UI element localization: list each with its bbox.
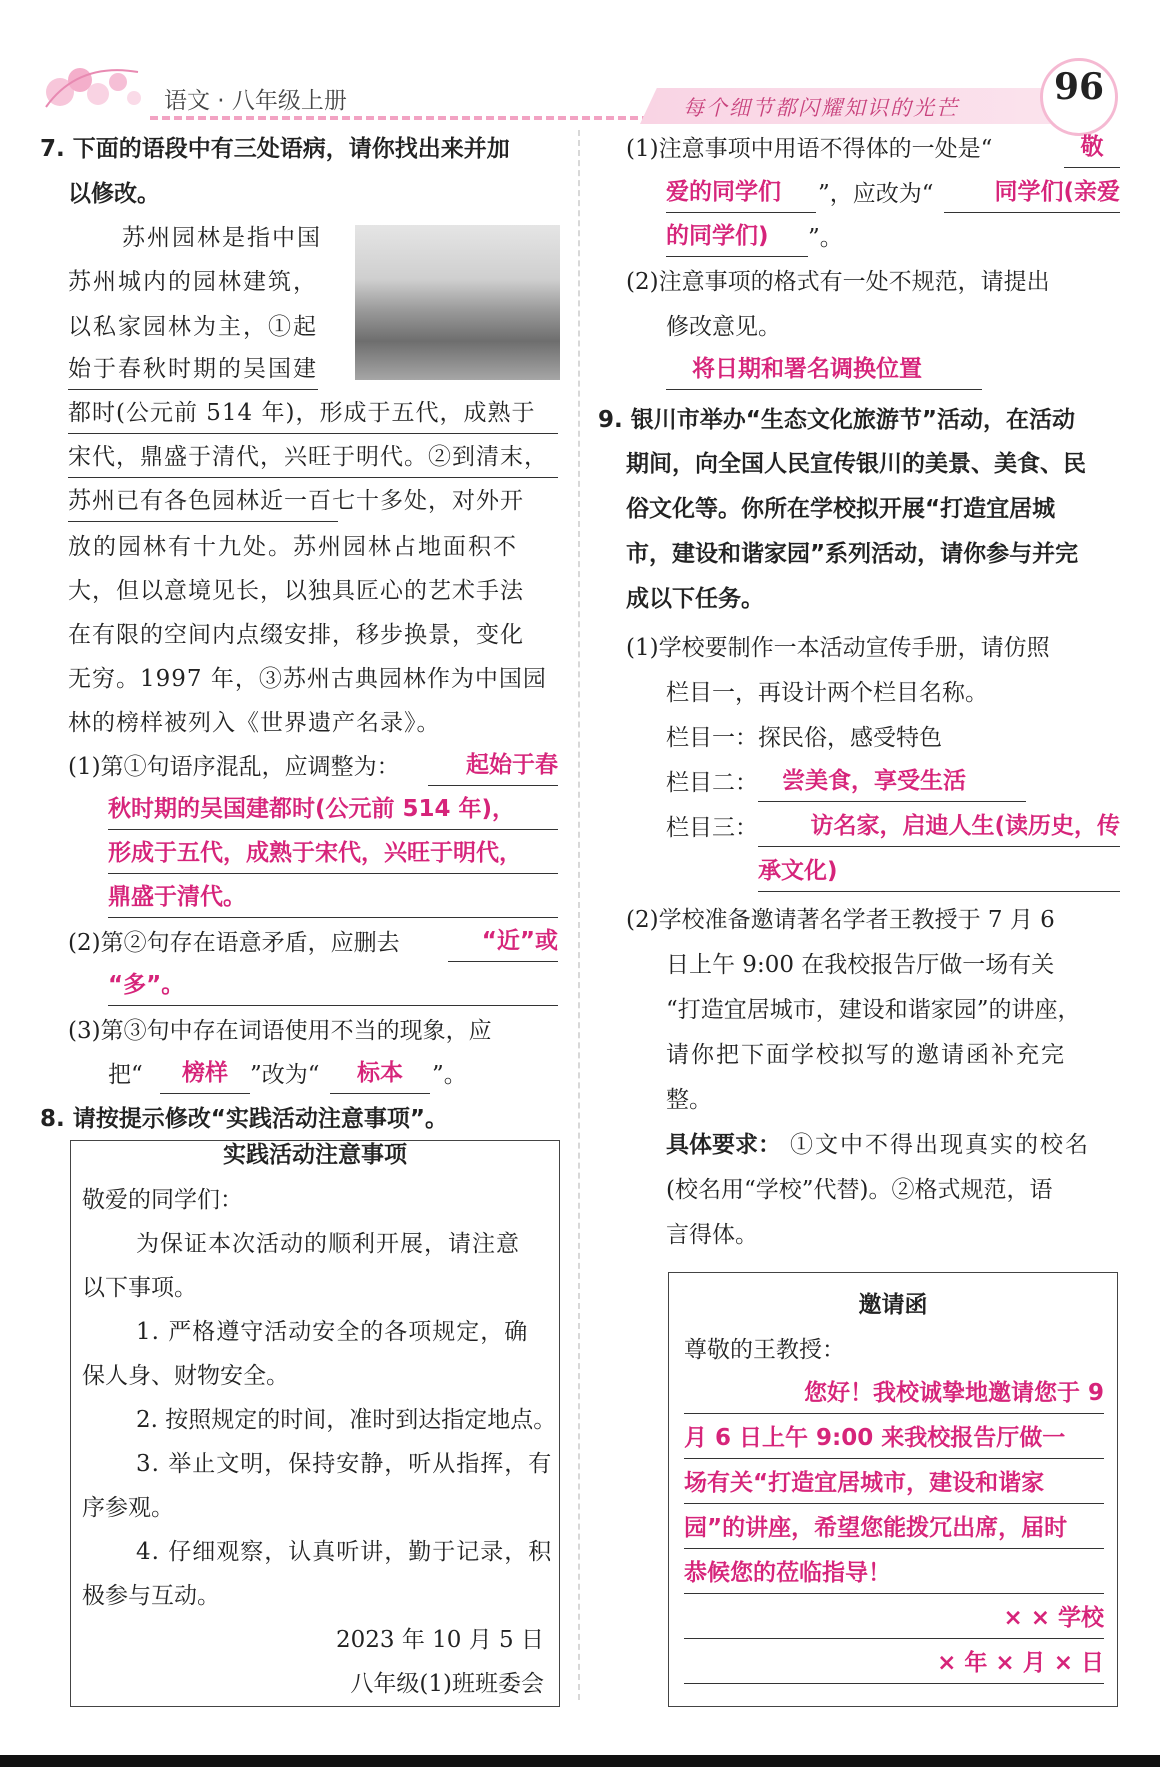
q7-s3-text: 把“	[108, 1062, 143, 1088]
slogan-text: 每个细节都闪耀知识的光芒	[683, 96, 959, 120]
q7-s1-answer: 形成于五代，成熟于宋代，兴旺于明代，	[108, 833, 558, 874]
q9-s1-prompt: (1)学校要制作一本活动宣传手册，请仿照	[626, 635, 1050, 661]
notice-signature: 八年级(1)班班委会	[350, 1671, 544, 1697]
q7-s3-answer-a: 榜样	[160, 1053, 250, 1094]
q8-s1-text: ”。	[808, 225, 843, 251]
page-header	[0, 0, 1160, 130]
q7-passage-line: 以私家园林为主，①起	[68, 314, 318, 340]
q7-passage-line: 都时(公元前 514 年)，形成于五代，成熟于	[68, 393, 558, 434]
q7-s3-text: ”改为“	[250, 1062, 320, 1088]
q7-passage-line: 无穷。1997 年，③苏州古典园林作为中国园	[68, 666, 547, 692]
notice-body-line: 以下事项。	[82, 1275, 197, 1301]
q7-s2-prompt: (2)第②句存在语意矛盾，应删去	[68, 930, 400, 956]
q7-s1-answer: 秋时期的吴国建都时(公元前 514 年)，	[108, 789, 558, 830]
q9-title: 期间，向全国人民宣传银川的美景、美食、民	[626, 451, 1086, 477]
q7-s2-answer: “近”或	[448, 921, 558, 962]
subject-label: 语文 · 八年级上册	[164, 88, 347, 114]
bottom-bar	[0, 1755, 1160, 1767]
q7-s3-answer-b: 标本	[330, 1053, 430, 1094]
garden-photo	[355, 225, 560, 380]
q9-title: 成以下任务。	[626, 586, 764, 612]
q7-passage-line: 始于春秋时期的吴国建	[68, 349, 318, 390]
notice-body-line: 1. 严格遵守活动安全的各项规定，确	[136, 1319, 529, 1345]
q7-passage-line: 在有限的空间内点缀安排，移步换景，变化	[68, 622, 524, 648]
q9-s2-prompt: 日上午 9:00 在我校报告厅做一场有关	[666, 952, 1055, 978]
q9-col3-answer: 承文化)	[758, 851, 1120, 892]
q7-passage-line: 苏州城内的园林建筑，	[68, 269, 318, 295]
q7-passage-line: 苏州已有各色园林近一百七十多处，对外开	[68, 481, 338, 522]
q9-s2-prompt: 整。	[666, 1087, 712, 1113]
q7-title-line2: 以修改。	[68, 181, 160, 207]
q8-title: 8. 请按提示修改“实践活动注意事项”。	[40, 1106, 448, 1132]
q7-title-line1: 7. 下面的语段中有三处语病，请你找出来并加	[40, 136, 510, 162]
notice-body-line: 4. 仔细观察，认真听讲，勤于记录，积	[136, 1539, 553, 1565]
q7-passage-line: 林的榜样被列入《世界遗产名录》。	[68, 710, 441, 736]
q9-req-text: ①文中不得出现真实的校名	[790, 1132, 1090, 1158]
q7-s1-answer: 鼎盛于清代。	[108, 877, 558, 918]
q8-s2-prompt: (2)注意事项的格式有一处不规范，请提出	[626, 269, 1050, 295]
q9-s2-prompt: 请你把下面学校拟写的邀请函补充完	[666, 1042, 1066, 1068]
column-divider	[578, 130, 580, 1700]
q8-s2-answer: 将日期和署名调换位置	[666, 349, 982, 390]
q9-req-text: 言得体。	[666, 1222, 758, 1248]
q7-s1-prompt: (1)第①句语序混乱，应调整为：	[68, 754, 400, 780]
q9-title: 市，建设和谐家园”系列活动，请你参与并完	[626, 541, 1079, 567]
invitation-sign: × × 学校	[684, 1598, 1104, 1639]
notice-body-line: 为保证本次活动的顺利开展，请注意	[136, 1231, 520, 1257]
q8-s2-prompt: 修改意见。	[666, 314, 781, 340]
invitation-date: × 年 × 月 × 日	[684, 1643, 1104, 1684]
notice-body-line: 极参与互动。	[82, 1583, 220, 1609]
notice-body-line: 序参观。	[82, 1495, 174, 1521]
q8-s1-answer-b: 的同学们)	[666, 216, 808, 257]
q9-title: 俗文化等。你所在学校拟开展“打造宜居城	[626, 496, 1056, 522]
notice-body-line: 3. 举止文明，保持安静，听从指挥，有	[136, 1451, 553, 1477]
q7-passage-line: 苏州园林是指中国	[122, 225, 322, 251]
q7-passage-line: 放的园林有十九处。苏州园林占地面积不	[68, 534, 518, 560]
notice-body-line: 2. 按照规定的时间，准时到达指定地点。	[136, 1407, 557, 1433]
q9-col2-answer: 尝美食，享受生活	[758, 761, 1026, 802]
invitation-heading: 邀请函	[858, 1292, 928, 1318]
q8-s1-text: ”，应改为“	[818, 181, 934, 207]
invitation-body-line: 月 6 日上午 9:00 来我校报告厅做一	[684, 1418, 1104, 1459]
q7-s3-prompt: (3)第③句中存在词语使用不当的现象，应	[68, 1018, 492, 1044]
q9-col3-answer: 访名家，启迪人生(读历史，传	[758, 806, 1120, 847]
notice-date: 2023 年 10 月 5 日	[336, 1627, 544, 1653]
q7-s1-answer: 起始于春	[428, 745, 558, 786]
invitation-body-line: 恭候您的莅临指导！	[684, 1553, 1104, 1594]
q9-s1-prompt: 栏目一，再设计两个栏目名称。	[666, 680, 988, 706]
q9-s2-prompt: (2)学校准备邀请著名学者王教授于 7 月 6	[626, 907, 1055, 933]
q9-title: 9. 银川市举办“生态文化旅游节”活动，在活动	[598, 407, 1075, 433]
notice-salutation: 敬爱的同学们：	[82, 1187, 243, 1213]
header-divider	[150, 116, 650, 120]
notice-body-line: 保人身、财物安全。	[82, 1363, 289, 1389]
q7-s2-answer: “多”。	[108, 965, 558, 1006]
q9-req-text: (校名用“学校”代替)。②格式规范，语	[666, 1177, 1053, 1203]
q8-s1-prompt: (1)注意事项中用语不得体的一处是“	[626, 136, 993, 162]
invitation-salutation: 尊敬的王教授：	[684, 1337, 845, 1363]
flower-ornament-icon	[38, 52, 148, 122]
q8-s1-answer-a: 敬	[1064, 127, 1120, 168]
q9-req-label: 具体要求：	[666, 1132, 781, 1158]
invitation-body-line: 场有关“打造宜居城市，建设和谐家	[684, 1463, 1104, 1504]
q8-s1-answer-b: 同学们(亲爱	[944, 172, 1120, 213]
q7-s3-text: ”。	[432, 1062, 467, 1088]
q9-s2-prompt: “打造宜居城市，建设和谐家园”的讲座，	[666, 997, 1081, 1023]
q7-passage-line: 大，但以意境见长，以独具匠心的艺术手法	[68, 578, 524, 604]
q7-passage-line: 宋代，鼎盛于清代，兴旺于明代。②到清末，	[68, 437, 558, 478]
q9-col2-label: 栏目二：	[666, 770, 758, 796]
page-number: 96	[1053, 66, 1105, 108]
invitation-body-line: 园”的讲座，希望您能拨冗出席，届时	[684, 1508, 1104, 1549]
q8-s1-answer-a: 爱的同学们	[666, 172, 816, 213]
notice-heading: 实践活动注意事项	[223, 1142, 407, 1168]
q9-col3-label: 栏目三：	[666, 815, 758, 841]
q9-col1: 栏目一：探民俗，感受特色	[666, 725, 942, 751]
invitation-body-line: 您好！我校诚挚地邀请您于 9	[684, 1373, 1104, 1414]
